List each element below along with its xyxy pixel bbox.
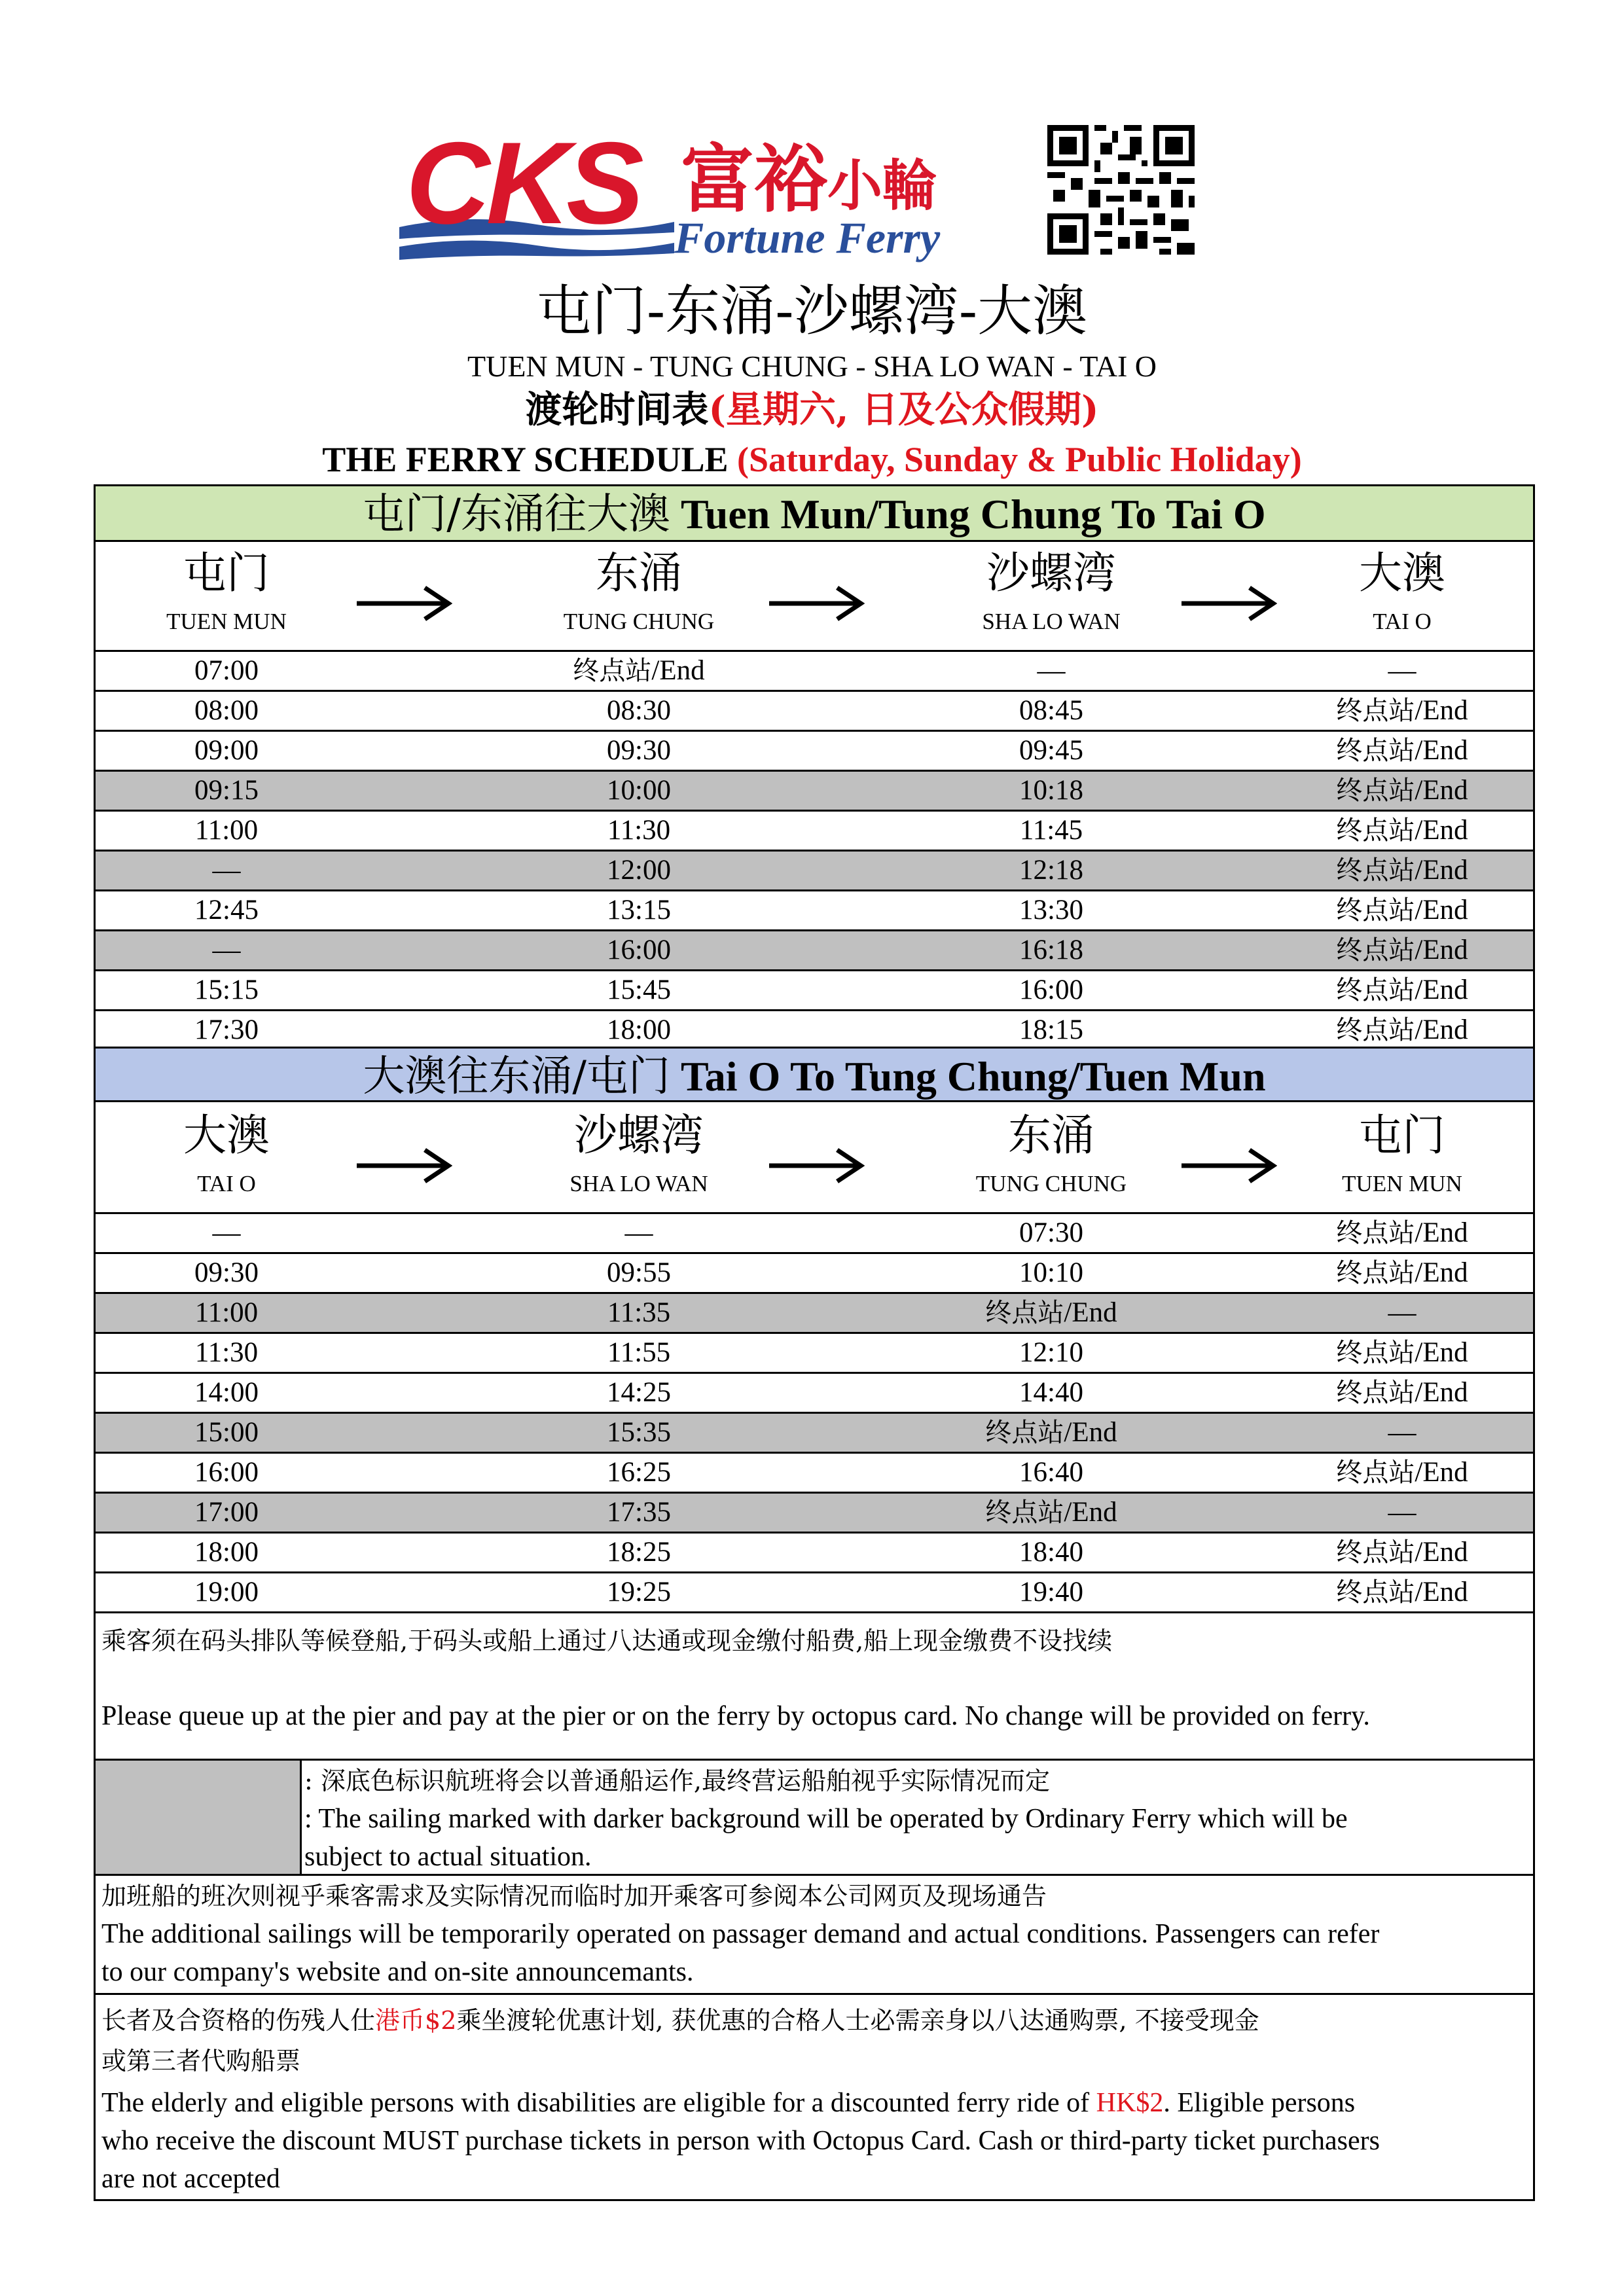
station-name-cn: 屯门 bbox=[1359, 1110, 1445, 1160]
station-name-en: SHA LO WAN bbox=[569, 1171, 708, 1196]
time-cell: 终点站/End bbox=[1336, 815, 1468, 846]
time-cell: — bbox=[212, 1217, 241, 1248]
table-row bbox=[96, 1334, 1533, 1374]
time-cell: 15:00 bbox=[194, 1417, 259, 1448]
additional-sailings-note: 加班船的班次则视乎乘客需求及实际情况而临时加开乘客可参阅本公司网页及现场通告 The additional sailings will be temporarily operated on passager demand and actual conditions. Passengers can refer to our company's website and on-site announcemants. bbox=[101, 1882, 1380, 1987]
table-row bbox=[96, 1454, 1533, 1494]
station-name-en: TAI O bbox=[197, 1171, 256, 1196]
time-cell: — bbox=[212, 935, 241, 965]
qr-code-icon bbox=[1047, 124, 1195, 255]
dark-background-swatch bbox=[96, 1761, 302, 1874]
table-row bbox=[96, 971, 1533, 1011]
table-row bbox=[96, 852, 1533, 891]
time-cell: 07:30 bbox=[1019, 1217, 1083, 1248]
right-arrow-icon bbox=[767, 1146, 865, 1185]
time-cell: 17:35 bbox=[607, 1497, 671, 1528]
station-sha-lo-wan bbox=[508, 1104, 770, 1197]
station-name-en: TUEN MUN bbox=[166, 609, 287, 634]
table-row bbox=[96, 1374, 1533, 1414]
schedule-title-en: THE FERRY SCHEDULE (Saturday, Sunday & Public Holiday) bbox=[322, 440, 1302, 479]
time-cell: 12:18 bbox=[1019, 855, 1083, 886]
queue-note-cn: 乘客须在码头排队等候登船,于码头或船上通过八达通或现金缴付船费,船上现金缴费不设找续 bbox=[101, 1626, 1113, 1655]
time-cell: 10:18 bbox=[1019, 775, 1083, 806]
timetable-return bbox=[96, 1214, 1533, 1613]
time-cell: 终点站/End bbox=[1336, 935, 1468, 965]
time-cell: 10:00 bbox=[607, 775, 671, 806]
logo-cn-text: 富裕小輪 bbox=[681, 137, 938, 223]
time-cell: 终点站/End bbox=[573, 655, 705, 686]
station-name-cn: 沙螺湾 bbox=[986, 548, 1116, 598]
table-row bbox=[96, 891, 1533, 931]
time-cell: 16:25 bbox=[607, 1457, 671, 1488]
legend-note: : 深底色标识航班将会以普通船运作,最终营运船舶视乎实际情况而定 : The sailing marked with darker background will be operated by Ordinary Ferry which will be subject to actual situation. bbox=[304, 1767, 1348, 1872]
time-cell: 11:00 bbox=[194, 815, 259, 846]
time-cell: 09:30 bbox=[607, 735, 671, 766]
station-name-cn: 屯门 bbox=[183, 548, 270, 598]
station-name-cn: 大澳 bbox=[183, 1110, 270, 1160]
station-name-en: SHA LO WAN bbox=[982, 609, 1121, 634]
time-cell: 终点站/End bbox=[1336, 775, 1468, 806]
time-cell: 19:25 bbox=[607, 1577, 671, 1607]
time-cell: 16:00 bbox=[194, 1457, 259, 1488]
time-cell: — bbox=[1388, 1297, 1416, 1328]
time-cell: 终点站/End bbox=[985, 1297, 1117, 1328]
logo-en-text: Fortune Ferry bbox=[674, 213, 941, 262]
time-cell: 12:45 bbox=[194, 895, 259, 925]
time-cell: 17:30 bbox=[194, 1014, 259, 1045]
table-row bbox=[96, 1573, 1533, 1613]
time-cell: 11:30 bbox=[194, 1337, 259, 1368]
timetable-outbound bbox=[96, 652, 1533, 1051]
time-cell: 08:00 bbox=[194, 695, 259, 726]
route-title-en: TUEN MUN - TUNG CHUNG - SHA LO WAN - TAI O bbox=[467, 350, 1157, 383]
table-row bbox=[96, 1254, 1533, 1294]
station-name-en: TUNG CHUNG bbox=[975, 1171, 1127, 1196]
time-cell: 终点站/End bbox=[1336, 1014, 1468, 1045]
time-cell: — bbox=[1037, 655, 1066, 686]
time-cell: — bbox=[1388, 1417, 1416, 1448]
time-cell: 08:30 bbox=[607, 695, 671, 726]
time-cell: 11:35 bbox=[607, 1297, 671, 1328]
divider bbox=[96, 1759, 1533, 1761]
time-cell: 终点站/End bbox=[1336, 1377, 1468, 1408]
time-cell: 终点站/End bbox=[1336, 1217, 1468, 1248]
time-cell: 16:40 bbox=[1019, 1457, 1083, 1488]
fortune-ferry-logo bbox=[399, 118, 988, 265]
time-cell: 终点站/End bbox=[1336, 1337, 1468, 1368]
time-cell: 14:00 bbox=[194, 1377, 259, 1408]
right-arrow-icon bbox=[1179, 1146, 1277, 1185]
table-row bbox=[96, 1011, 1533, 1051]
right-arrow-icon bbox=[354, 1146, 452, 1185]
station-name-cn: 大澳 bbox=[1359, 548, 1445, 598]
time-cell: 16:00 bbox=[1019, 975, 1083, 1005]
time-cell: 13:30 bbox=[1019, 895, 1083, 925]
time-cell: 12:00 bbox=[607, 855, 671, 886]
schedule-title-cn: 渡轮时间表(星期六, 日及公众假期) bbox=[525, 388, 1099, 431]
table-row bbox=[96, 692, 1533, 732]
time-cell: 终点站/End bbox=[985, 1497, 1117, 1528]
table-row bbox=[96, 1214, 1533, 1254]
time-cell: 终点站/End bbox=[1336, 695, 1468, 726]
elderly-discount-note: 长者及合资格的伤残人仕港币$2乘坐渡轮优惠计划, 获优惠的合格人士必需亲身以八达通购票, 不接受现金 或第三者代购船票 The elderly and eligible persons with disabilities are eligible for a discounted ferry ride of HK$2. Eligible persons who receive the discount MUST purchase tickets in person with Octopus Card. Cash or third-party ticket purchasers are not accepted bbox=[101, 2006, 1380, 2194]
time-cell: 14:25 bbox=[607, 1377, 671, 1408]
table-row bbox=[96, 1414, 1533, 1454]
time-cell: — bbox=[1388, 655, 1416, 686]
time-cell: 18:25 bbox=[607, 1537, 671, 1568]
time-cell: 18:15 bbox=[1019, 1014, 1083, 1045]
time-cell: 16:18 bbox=[1019, 935, 1083, 965]
station-header-return bbox=[96, 1104, 1533, 1214]
time-cell: 终点站/End bbox=[1336, 1457, 1468, 1488]
station-header-outbound bbox=[96, 542, 1533, 652]
station-name-cn: 东涌 bbox=[596, 548, 682, 598]
time-cell: — bbox=[624, 1217, 653, 1248]
time-cell: 18:40 bbox=[1019, 1537, 1083, 1568]
time-cell: 18:00 bbox=[607, 1014, 671, 1045]
station-tai-o bbox=[96, 1104, 357, 1197]
station-tuen-mun bbox=[1271, 1104, 1533, 1197]
time-cell: 终点站/End bbox=[1336, 1257, 1468, 1288]
station-name-cn: 东涌 bbox=[1008, 1110, 1094, 1160]
right-arrow-icon bbox=[354, 584, 452, 623]
time-cell: 终点站/End bbox=[985, 1417, 1117, 1448]
time-cell: 18:00 bbox=[194, 1537, 259, 1568]
station-tuen-mun bbox=[96, 542, 357, 635]
time-cell: 10:10 bbox=[1019, 1257, 1083, 1288]
queue-note-en: Please queue up at the pier and pay at the pier or on the ferry by octopus card. No change will be provided on ferry. bbox=[101, 1701, 1370, 1731]
station-tung-chung bbox=[920, 1104, 1182, 1197]
table-row bbox=[96, 812, 1533, 852]
station-sha-lo-wan bbox=[920, 542, 1182, 635]
time-cell: — bbox=[212, 855, 241, 886]
table-row bbox=[96, 1294, 1533, 1334]
time-cell: 08:45 bbox=[1019, 695, 1083, 726]
time-cell: 19:40 bbox=[1019, 1577, 1083, 1607]
time-cell: 17:00 bbox=[194, 1497, 259, 1528]
time-cell: 15:45 bbox=[607, 975, 671, 1005]
time-cell: 13:15 bbox=[607, 895, 671, 925]
time-cell: 11:45 bbox=[1019, 815, 1083, 846]
time-cell: 16:00 bbox=[607, 935, 671, 965]
time-cell: 12:10 bbox=[1019, 1337, 1083, 1368]
divider bbox=[96, 1874, 1533, 1876]
time-cell: 09:45 bbox=[1019, 735, 1083, 766]
time-cell: 09:15 bbox=[194, 775, 259, 806]
station-tung-chung bbox=[508, 542, 770, 635]
time-cell: 09:55 bbox=[607, 1257, 671, 1288]
station-name-cn: 沙螺湾 bbox=[574, 1110, 704, 1160]
right-arrow-icon bbox=[1179, 584, 1277, 623]
station-name-en: TUEN MUN bbox=[1342, 1171, 1462, 1196]
logo-cks-text: CKS bbox=[406, 118, 640, 248]
right-arrow-icon bbox=[767, 584, 865, 623]
table-row bbox=[96, 732, 1533, 772]
time-cell: 终点站/End bbox=[1336, 735, 1468, 766]
time-cell: 07:00 bbox=[194, 655, 259, 686]
station-name-en: TUNG CHUNG bbox=[563, 609, 715, 634]
station-tai-o bbox=[1271, 542, 1533, 635]
time-cell: 14:40 bbox=[1019, 1377, 1083, 1408]
table-row bbox=[96, 1494, 1533, 1534]
time-cell: 11:30 bbox=[607, 815, 671, 846]
station-name-en: TAI O bbox=[1373, 609, 1432, 634]
table-row bbox=[96, 652, 1533, 692]
time-cell: 09:00 bbox=[194, 735, 259, 766]
time-cell: — bbox=[1388, 1497, 1416, 1528]
divider bbox=[96, 1993, 1533, 1995]
table-row bbox=[96, 772, 1533, 812]
section-header-outbound: 屯门/东涌往大澳 Tuen Mun/Tung Chung To Tai O bbox=[96, 486, 1533, 542]
table-row bbox=[96, 931, 1533, 971]
time-cell: 11:55 bbox=[607, 1337, 671, 1368]
time-cell: 15:35 bbox=[607, 1417, 671, 1448]
time-cell: 终点站/End bbox=[1336, 1577, 1468, 1607]
time-cell: 终点站/End bbox=[1336, 975, 1468, 1005]
time-cell: 终点站/End bbox=[1336, 895, 1468, 925]
table-row bbox=[96, 1534, 1533, 1573]
time-cell: 11:00 bbox=[194, 1297, 259, 1328]
section-header-return: 大澳往东涌/屯门 Tai O To Tung Chung/Tuen Mun bbox=[96, 1047, 1533, 1102]
time-cell: 19:00 bbox=[194, 1577, 259, 1607]
route-title-cn: 屯门-东涌-沙螺湾-大澳 bbox=[536, 279, 1088, 343]
time-cell: 09:30 bbox=[194, 1257, 259, 1288]
time-cell: 终点站/End bbox=[1336, 1537, 1468, 1568]
time-cell: 终点站/End bbox=[1336, 855, 1468, 886]
time-cell: 15:15 bbox=[194, 975, 259, 1005]
